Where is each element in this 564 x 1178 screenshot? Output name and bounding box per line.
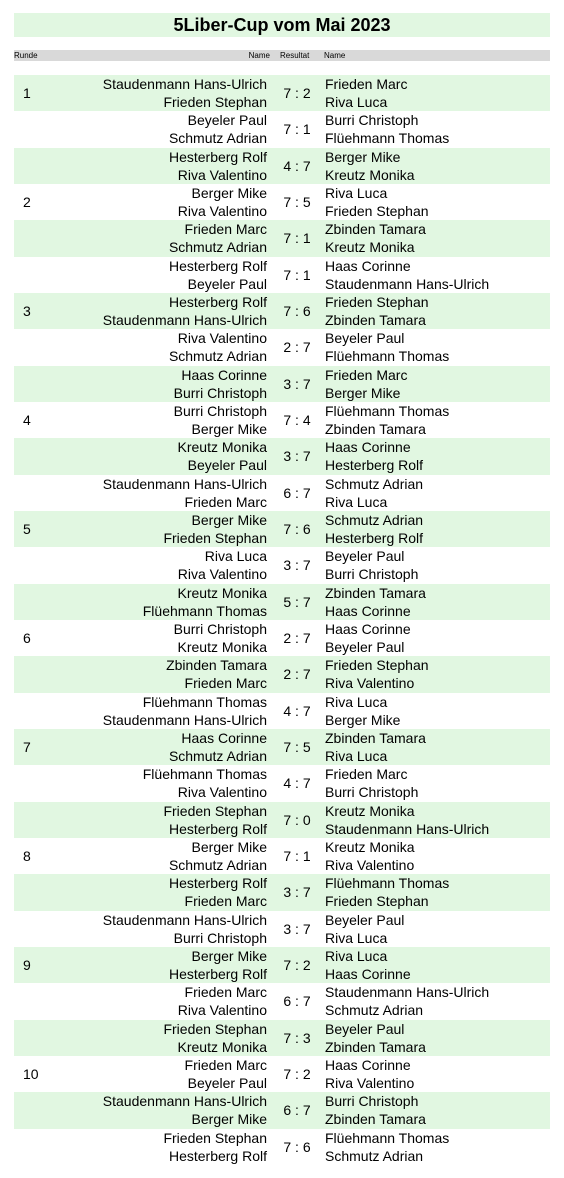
table-row [14,547,550,583]
player-left-2: Riva Valentino [177,566,267,583]
player-left-2: Kreutz Monika [177,1038,267,1055]
match-score: 6 : 7 [283,484,311,501]
player-left-2: Hesterberg Rolf [168,820,267,837]
player-left-1: Berger Mike [191,947,267,964]
match-score: 2 : 7 [283,666,311,683]
match-score: 6 : 7 [283,1102,311,1119]
player-right-2: Staudenmann Hans-Ulrich [325,275,490,292]
table-row [14,402,550,438]
player-right-2: Zbinden Tamara [325,420,426,437]
player-right-2: Staudenmann Hans-Ulrich [325,820,490,837]
round-number: 5 [23,520,31,537]
player-right-1: Burri Christoph [325,1093,419,1110]
table-row [14,1056,550,1092]
player-left-1: Berger Mike [191,511,267,528]
table-row [14,293,550,329]
player-right-1: Flüehmann Thomas [325,1129,450,1146]
player-left-1: Frieden Stephan [163,1020,267,1037]
player-left-1: Staudenmann Hans-Ulrich [102,911,267,928]
player-left-1: Frieden Stephan [163,802,267,819]
player-left-1: Hesterberg Rolf [168,257,267,274]
player-left-1: Riva Luca [204,548,267,565]
player-left-1: Haas Corinne [181,729,267,746]
player-right-2: Riva Valentino [325,675,415,692]
table-row [14,184,550,220]
round-number: 6 [23,629,31,646]
player-left-1: Zbinden Tamara [166,657,267,674]
player-right-2: Berger Mike [325,384,401,401]
player-right-1: Flüehmann Thomas [325,875,450,892]
player-left-2: Kreutz Monika [177,638,267,655]
player-left-2: Riva Valentino [177,166,267,183]
player-right-1: Beyeler Paul [325,1020,405,1037]
match-score: 7 : 6 [283,520,311,537]
player-right-1: Kreutz Monika [325,838,415,855]
player-left-2: Frieden Stephan [163,529,267,546]
match-score: 7 : 4 [283,411,311,428]
player-right-1: Zbinden Tamara [325,221,426,238]
match-score: 5 : 7 [283,593,311,610]
table-row [14,838,550,874]
match-score: 7 : 1 [283,847,311,864]
player-left-1: Burri Christoph [173,402,267,419]
round-number: 1 [23,85,31,101]
player-left-1: Beyeler Paul [187,112,267,129]
player-left-1: Frieden Marc [184,221,267,238]
player-right-2: Riva Luca [325,493,388,510]
player-left-1: Hesterberg Rolf [168,875,267,892]
header-name-right: Name [324,51,346,60]
player-left-2: Riva Valentino [177,784,267,801]
player-left-1: Haas Corinne [181,366,267,383]
player-right-2: Frieden Stephan [325,202,429,219]
player-left-1: Burri Christoph [173,620,267,637]
player-right-2: Flüehmann Thomas [325,348,450,365]
player-right-1: Riva Luca [325,184,388,201]
player-right-2: Haas Corinne [325,965,411,982]
player-right-1: Schmutz Adrian [325,511,424,528]
player-right-2: Berger Mike [325,711,401,728]
player-right-1: Burri Christoph [325,112,419,129]
match-score: 2 : 7 [283,339,311,356]
table-row [14,911,550,947]
round-number: 7 [23,738,31,755]
match-score: 7 : 2 [283,1065,311,1082]
round-number: 9 [23,956,31,973]
player-right-2: Riva Luca [325,94,388,110]
match-score: 7 : 5 [283,738,311,755]
match-score: 3 : 7 [283,920,311,937]
match-score: 7 : 3 [283,1029,311,1046]
player-right-2: Zbinden Tamara [325,1038,426,1055]
player-left-2: Schmutz Adrian [168,239,267,256]
table-row [14,366,550,402]
player-right-1: Haas Corinne [325,1056,411,1073]
player-left-2: Staudenmann Hans-Ulrich [102,311,267,328]
match-score: 3 : 7 [283,375,311,392]
player-right-2: Flüehmann Thomas [325,130,450,147]
player-left-2: Schmutz Adrian [168,348,267,365]
player-left-1: Riva Valentino [177,330,267,347]
player-right-1: Kreutz Monika [325,802,415,819]
table-row [14,729,550,765]
player-left-1: Flüehmann Thomas [142,766,267,783]
match-score: 7 : 6 [283,302,311,319]
match-score: 7 : 1 [283,266,311,283]
player-right-1: Haas Corinne [325,439,411,456]
player-left-1: Berger Mike [191,838,267,855]
player-right-2: Kreutz Monika [325,166,415,183]
header-result: Resultat [280,51,310,60]
player-right-1: Zbinden Tamara [325,584,426,601]
player-left-1: Kreutz Monika [177,439,267,456]
match-score: 7 : 6 [283,1138,311,1155]
player-left-1: Hesterberg Rolf [168,148,267,165]
player-right-2: Hesterberg Rolf [325,457,424,474]
table-row [14,983,550,1019]
table-row [14,1129,550,1165]
match-score: 3 : 7 [283,448,311,465]
player-right-1: Frieden Stephan [325,293,429,310]
player-right-2: Frieden Stephan [325,893,429,910]
table-row [14,874,550,910]
match-score: 4 : 7 [283,702,311,719]
table-row [14,511,550,547]
player-right-1: Beyeler Paul [325,548,405,565]
player-left-1: Staudenmann Hans-Ulrich [102,76,267,92]
player-left-2: Beyeler Paul [187,457,267,474]
player-right-2: Zbinden Tamara [325,311,426,328]
player-right-2: Burri Christoph [325,566,419,583]
player-right-2: Riva Luca [325,929,388,946]
player-right-2: Riva Valentino [325,856,415,873]
player-right-2: Hesterberg Rolf [325,529,424,546]
table-row [14,329,550,365]
table-row [14,656,550,692]
match-score: 7 : 2 [283,85,311,101]
player-left-2: Frieden Marc [184,893,267,910]
player-right-1: Flüehmann Thomas [325,402,450,419]
table-row [14,257,550,293]
player-right-1: Riva Luca [325,947,388,964]
table-row [14,620,550,656]
match-score: 6 : 7 [283,993,311,1010]
match-score: 7 : 0 [283,811,311,828]
player-left-2: Flüehmann Thomas [142,602,267,619]
player-right-1: Riva Luca [325,693,388,710]
player-right-2: Burri Christoph [325,784,419,801]
player-right-2: Kreutz Monika [325,239,415,256]
player-left-2: Burri Christoph [173,929,267,946]
player-left-1: Berger Mike [191,184,267,201]
player-left-2: Burri Christoph [173,384,267,401]
match-score: 7 : 1 [283,121,311,138]
match-score: 3 : 7 [283,557,311,574]
round-number: 8 [23,847,31,864]
player-left-2: Hesterberg Rolf [168,965,267,982]
player-left-2: Berger Mike [191,420,267,437]
player-left-2: Frieden Marc [184,493,267,510]
player-left-2: Staudenmann Hans-Ulrich [102,711,267,728]
player-right-2: Zbinden Tamara [325,1111,426,1128]
player-left-2: Beyeler Paul [187,275,267,292]
player-left-2: Frieden Stephan [163,94,267,110]
player-right-1: Frieden Marc [325,766,408,783]
player-left-2: Hesterberg Rolf [168,1147,267,1164]
player-right-2: Riva Luca [325,747,388,764]
player-left-2: Frieden Marc [184,675,267,692]
player-left-1: Kreutz Monika [177,584,267,601]
table-row [14,475,550,511]
table-row [14,1020,550,1056]
match-score: 3 : 7 [283,884,311,901]
table-row [14,1092,550,1128]
player-right-1: Schmutz Adrian [325,475,424,492]
header-name-left: Name [248,51,270,60]
page-title: 5Liber-Cup vom Mai 2023 [14,13,550,37]
match-score: 4 : 7 [283,775,311,792]
player-right-2: Haas Corinne [325,602,411,619]
table-row [14,111,550,147]
player-left-2: Berger Mike [191,1111,267,1128]
player-left-2: Schmutz Adrian [168,856,267,873]
player-left-1: Frieden Stephan [163,1129,267,1146]
player-left-1: Frieden Marc [184,984,267,1001]
match-score: 2 : 7 [283,629,311,646]
player-left-2: Beyeler Paul [187,1074,267,1091]
player-right-1: Frieden Marc [325,76,408,92]
player-left-1: Hesterberg Rolf [168,293,267,310]
table-row [14,765,550,801]
match-score: 4 : 7 [283,157,311,174]
player-left-2: Riva Valentino [177,202,267,219]
match-score: 7 : 1 [283,230,311,247]
player-right-1: Beyeler Paul [325,911,405,928]
player-left-1: Frieden Marc [184,1056,267,1073]
round-number: 10 [23,1065,39,1082]
player-left-1: Flüehmann Thomas [142,693,267,710]
table-row [14,220,550,256]
table-row [14,693,550,729]
round-number: 4 [23,411,31,428]
round-number: 3 [23,302,31,319]
player-right-1: Frieden Marc [325,366,408,383]
player-left-2: Riva Valentino [177,1002,267,1019]
table-row [14,947,550,983]
player-right-1: Zbinden Tamara [325,729,426,746]
player-left-2: Schmutz Adrian [168,747,267,764]
player-right-2: Schmutz Adrian [325,1147,424,1164]
table-row [14,148,550,184]
round-number: 2 [23,193,31,210]
table-row [14,802,550,838]
match-score: 7 : 5 [283,193,311,210]
player-left-2: Schmutz Adrian [168,130,267,147]
player-right-2: Riva Valentino [325,1074,415,1091]
match-table [14,75,550,1165]
player-right-1: Staudenmann Hans-Ulrich [325,984,490,1001]
player-right-1: Berger Mike [325,148,401,165]
table-row [14,438,550,474]
header-round: Runde [14,51,38,60]
table-row [14,584,550,620]
player-right-1: Haas Corinne [325,620,411,637]
player-right-1: Haas Corinne [325,257,411,274]
player-left-1: Staudenmann Hans-Ulrich [102,475,267,492]
table-header [14,50,550,61]
match-score: 7 : 2 [283,956,311,973]
table-row [14,75,550,111]
player-left-1: Staudenmann Hans-Ulrich [102,1093,267,1110]
player-right-2: Schmutz Adrian [325,1002,424,1019]
player-right-2: Beyeler Paul [325,638,405,655]
player-right-1: Beyeler Paul [325,330,405,347]
player-right-1: Frieden Stephan [325,657,429,674]
